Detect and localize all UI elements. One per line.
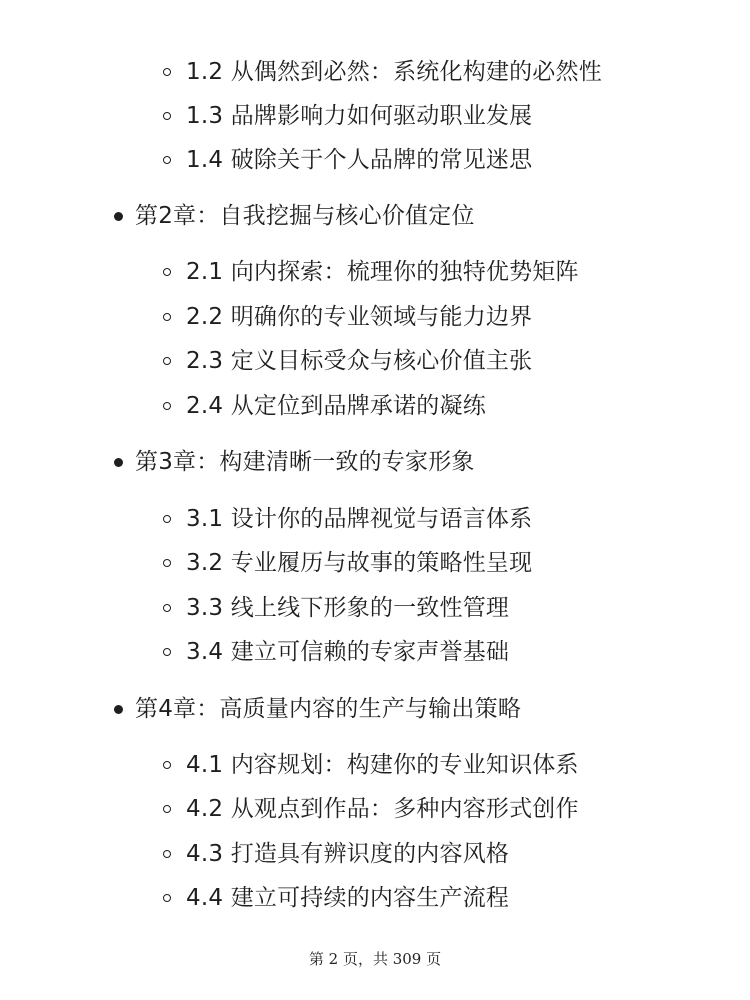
circle-bullet-icon: [163, 894, 171, 902]
toc-chapter-item: [114, 689, 521, 729]
circle-bullet-icon: [163, 805, 171, 813]
toc-section-item: [163, 588, 509, 628]
toc-section-label: 4.1 内容规划：构建你的专业知识体系: [186, 752, 579, 778]
toc-section-label: 2.3 定义目标受众与核心价值主张: [186, 348, 533, 374]
circle-bullet-icon: [163, 604, 171, 612]
circle-bullet-icon: [163, 402, 171, 410]
toc-section-item: [163, 834, 509, 874]
toc-section-label: 4.2 从观点到作品：多种内容形式创作: [186, 796, 579, 822]
toc-section-item: [163, 543, 532, 583]
toc-section-label: 3.1 设计你的品牌视觉与语言体系: [186, 506, 533, 532]
circle-bullet-icon: [163, 156, 171, 164]
circle-bullet-icon: [163, 68, 171, 76]
toc-section-item: [163, 745, 579, 785]
toc-section-label: 3.3 线上线下形象的一致性管理: [186, 595, 510, 621]
toc-chapter-item: [114, 442, 475, 482]
toc-section-label: 4.3 打造具有辨识度的内容风格: [186, 841, 510, 867]
toc-section-item: [163, 878, 509, 918]
toc-chapter-item: [114, 196, 475, 236]
circle-bullet-icon: [163, 112, 171, 120]
disc-bullet-icon: [114, 212, 123, 221]
toc-chapter-label: 第2章：自我挖掘与核心价值定位: [135, 203, 475, 229]
toc-section-item: [163, 499, 532, 539]
toc-section-label: 1.4 破除关于个人品牌的常见迷思: [186, 147, 533, 173]
toc-section-label: 1.2 从偶然到必然：系统化构建的必然性: [186, 59, 602, 85]
toc-section-item: [163, 789, 579, 829]
toc-section-label: 3.4 建立可信赖的专家声誉基础: [186, 639, 510, 665]
page-footer: [0, 948, 750, 969]
disc-bullet-icon: [114, 458, 123, 467]
toc-section-item: [163, 140, 532, 180]
toc-section-item: [163, 96, 532, 136]
toc-section-item: [163, 341, 532, 381]
circle-bullet-icon: [163, 648, 171, 656]
toc-chapter-label: 第3章：构建清晰一致的专家形象: [135, 449, 475, 475]
circle-bullet-icon: [163, 357, 171, 365]
toc-section-label: 2.4 从定位到品牌承诺的凝练: [186, 393, 486, 419]
disc-bullet-icon: [114, 705, 123, 714]
toc-section-item: [163, 252, 579, 292]
toc-section-item: [163, 52, 602, 92]
toc-section-label: 1.3 品牌影响力如何驱动职业发展: [186, 103, 533, 129]
toc-section-label: 4.4 建立可持续的内容生产流程: [186, 885, 510, 911]
circle-bullet-icon: [163, 313, 171, 321]
toc-chapter-label: 第4章：高质量内容的生产与输出策略: [135, 696, 522, 722]
circle-bullet-icon: [163, 268, 171, 276]
toc-section-item: [163, 632, 509, 672]
circle-bullet-icon: [163, 761, 171, 769]
page-number-text: 第 2 页，共 309 页: [308, 950, 442, 968]
circle-bullet-icon: [163, 559, 171, 567]
toc-section-label: 2.2 明确你的专业领域与能力边界: [186, 304, 533, 330]
toc-section-label: 2.1 向内探索：梳理你的独特优势矩阵: [186, 259, 579, 285]
toc-section-item: [163, 386, 486, 426]
toc-section-item: [163, 297, 532, 337]
circle-bullet-icon: [163, 850, 171, 858]
circle-bullet-icon: [163, 515, 171, 523]
toc-section-label: 3.2 专业履历与故事的策略性呈现: [186, 550, 533, 576]
